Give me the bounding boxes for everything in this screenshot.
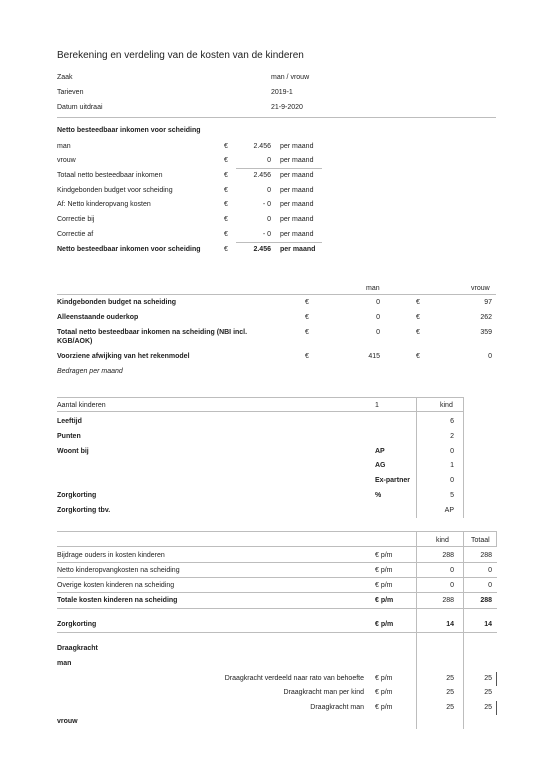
netto-label: Correctie af bbox=[57, 231, 94, 238]
currency: € bbox=[224, 231, 228, 238]
netto-label: man bbox=[57, 143, 71, 150]
netto-total-unit: per maand bbox=[280, 246, 316, 253]
netto-unit: per maand bbox=[280, 157, 314, 164]
currency: € bbox=[305, 299, 309, 306]
netto-value: 2.456 bbox=[253, 143, 271, 150]
cost-label: Bijdrage ouders in kosten kinderen bbox=[57, 552, 165, 559]
currency: € bbox=[416, 299, 420, 306]
column-header-totaal: Totaal bbox=[471, 537, 490, 544]
netto-unit: per maand bbox=[280, 231, 314, 238]
split-man-value: 0 bbox=[376, 314, 380, 321]
netto-unit: per maand bbox=[280, 143, 314, 150]
cost-unit: € p/m bbox=[375, 552, 393, 559]
draag-kind: 25 bbox=[446, 704, 454, 711]
currency: € bbox=[224, 143, 228, 150]
child-value: 2 bbox=[450, 433, 454, 440]
netto-value: 2.456 bbox=[253, 172, 271, 179]
split-label: Kindgebonden budget na scheiding bbox=[57, 299, 176, 306]
child-value: 6 bbox=[450, 418, 454, 425]
meta-label: Zaak bbox=[57, 74, 73, 81]
row-divider bbox=[57, 632, 497, 633]
meta-value: man / vrouw bbox=[271, 74, 310, 81]
row-divider bbox=[57, 562, 497, 563]
meta-label: Datum uitdraai bbox=[57, 104, 103, 111]
split-label: Voorziene afwijking van het rekenmodel bbox=[57, 353, 190, 360]
draagkracht-vrouw-heading: vrouw bbox=[57, 718, 78, 725]
split-man-value: 415 bbox=[368, 353, 380, 360]
divider bbox=[57, 294, 496, 295]
draag-unit: € p/m bbox=[375, 689, 393, 696]
netto-label: vrouw bbox=[57, 157, 76, 164]
child-value: 1 bbox=[450, 462, 454, 469]
draag-label: Draagkracht man bbox=[310, 704, 364, 711]
draag-kind: 25 bbox=[446, 689, 454, 696]
meta-value: 21-9-2020 bbox=[271, 104, 303, 111]
currency: € bbox=[305, 329, 309, 336]
column-divider bbox=[496, 531, 497, 546]
divider bbox=[57, 117, 496, 118]
child-value: 0 bbox=[450, 448, 454, 455]
netto-value: 0 bbox=[267, 187, 271, 194]
cost-totaal: 288 bbox=[480, 597, 492, 604]
divider bbox=[57, 411, 464, 412]
netto-label: Correctie bij bbox=[57, 216, 95, 223]
netto-value: 0 bbox=[267, 157, 271, 164]
cost-totaal: 0 bbox=[488, 582, 492, 589]
row-divider bbox=[57, 592, 497, 593]
children-count: 1 bbox=[375, 402, 379, 409]
draag-unit: € p/m bbox=[375, 704, 393, 711]
column-header-vrouw: vrouw bbox=[471, 285, 490, 292]
meta-label: Tarieven bbox=[57, 89, 84, 96]
zorg-totaal: 14 bbox=[484, 621, 492, 628]
sum-line bbox=[236, 242, 322, 243]
cost-unit: € p/m bbox=[375, 597, 394, 604]
child-mid: % bbox=[375, 492, 382, 499]
column-divider bbox=[416, 397, 417, 518]
divider bbox=[57, 546, 497, 547]
meta-value: 2019-1 bbox=[271, 89, 293, 96]
netto-label: Kindgebonden budget voor scheiding bbox=[57, 187, 173, 194]
divider bbox=[57, 531, 497, 532]
divider bbox=[57, 397, 464, 398]
currency: € bbox=[416, 353, 420, 360]
cost-total-label: Totale kosten kinderen na scheiding bbox=[57, 597, 178, 604]
netto-total-value: 2.456 bbox=[253, 246, 271, 253]
cost-unit: € p/m bbox=[375, 582, 393, 589]
cost-label: Overige kosten kinderen na scheiding bbox=[57, 582, 175, 589]
sum-line bbox=[236, 168, 322, 169]
cost-unit: € p/m bbox=[375, 567, 393, 574]
child-mid: AG bbox=[375, 462, 386, 469]
split-man-value: 0 bbox=[376, 329, 380, 336]
child-value: 0 bbox=[450, 477, 454, 484]
cost-kind: 288 bbox=[442, 597, 454, 604]
zorg-unit: € p/m bbox=[375, 621, 394, 628]
row-divider bbox=[57, 608, 497, 609]
draagkracht-man-heading: man bbox=[57, 660, 72, 667]
split-vrouw-value: 359 bbox=[480, 329, 492, 336]
section-heading: Netto besteedbaar inkomen voor scheiding bbox=[57, 127, 201, 134]
draag-label: Draagkracht man per kind bbox=[283, 689, 364, 696]
netto-total-label: Netto besteedbaar inkomen voor scheiding bbox=[57, 246, 201, 253]
child-value: AP bbox=[444, 507, 454, 514]
currency: € bbox=[224, 216, 228, 223]
cost-label: Netto kinderopvangkosten na scheiding bbox=[57, 567, 180, 574]
cost-kind: 0 bbox=[450, 582, 454, 589]
netto-unit: per maand bbox=[280, 187, 314, 194]
split-label: Totaal netto besteedbaar inkomen na scheiding (NBI incl. bbox=[57, 329, 248, 336]
draag-label: Draagkracht verdeeld naar rato van behoefte bbox=[224, 675, 364, 682]
netto-value: - 0 bbox=[262, 231, 271, 238]
draag-unit: € p/m bbox=[375, 675, 393, 682]
children-count-label: Aantal kinderen bbox=[57, 402, 106, 409]
netto-label: Totaal netto besteedbaar inkomen bbox=[57, 172, 163, 179]
child-mid: Ex-partner bbox=[375, 477, 411, 484]
child-value: 5 bbox=[450, 492, 454, 499]
column-divider bbox=[463, 531, 464, 729]
column-divider bbox=[496, 672, 497, 686]
split-vrouw-value: 262 bbox=[480, 314, 492, 321]
column-divider bbox=[496, 701, 497, 715]
column-divider bbox=[416, 531, 417, 729]
currency: € bbox=[224, 246, 228, 253]
child-label: Woont bij bbox=[57, 448, 89, 455]
cost-totaal: 288 bbox=[480, 552, 492, 559]
draag-totaal: 25 bbox=[484, 675, 492, 682]
zorg-label: Zorgkorting bbox=[57, 621, 97, 628]
netto-value: - 0 bbox=[262, 201, 271, 208]
currency: € bbox=[416, 329, 420, 336]
column-header-kind: kind bbox=[436, 537, 449, 544]
draagkracht-heading: Draagkracht bbox=[57, 645, 98, 652]
child-label: Punten bbox=[57, 433, 81, 440]
split-vrouw-value: 0 bbox=[488, 353, 492, 360]
child-label: Zorgkorting bbox=[57, 492, 97, 499]
split-man-value: 0 bbox=[376, 299, 380, 306]
currency: € bbox=[224, 187, 228, 194]
page-title: Berekening en verdeling van de kosten van de kinderen bbox=[57, 50, 304, 61]
currency: € bbox=[305, 314, 309, 321]
currency: € bbox=[224, 201, 228, 208]
draag-totaal: 25 bbox=[484, 704, 492, 711]
netto-unit: per maand bbox=[280, 216, 314, 223]
cost-kind: 0 bbox=[450, 567, 454, 574]
child-label: Leeftijd bbox=[57, 418, 82, 425]
cost-kind: 288 bbox=[442, 552, 454, 559]
netto-value: 0 bbox=[267, 216, 271, 223]
currency: € bbox=[224, 157, 228, 164]
column-header-man: man bbox=[366, 285, 380, 292]
draag-kind: 25 bbox=[446, 675, 454, 682]
currency: € bbox=[224, 172, 228, 179]
row-divider bbox=[57, 577, 497, 578]
zorg-kind: 14 bbox=[446, 621, 454, 628]
split-label: Alleenstaande ouderkop bbox=[57, 314, 139, 321]
split-vrouw-value: 97 bbox=[484, 299, 492, 306]
netto-unit: per maand bbox=[280, 201, 314, 208]
cost-totaal: 0 bbox=[488, 567, 492, 574]
child-mid: AP bbox=[375, 448, 385, 455]
currency: € bbox=[305, 353, 309, 360]
column-header-kind: kind bbox=[440, 402, 453, 409]
child-label: Zorgkorting tbv. bbox=[57, 507, 111, 514]
split-note: Bedragen per maand bbox=[57, 368, 123, 375]
currency: € bbox=[416, 314, 420, 321]
netto-unit: per maand bbox=[280, 172, 314, 179]
column-divider bbox=[463, 397, 464, 518]
split-label-cont: KGB/AOK) bbox=[57, 338, 93, 345]
draag-totaal: 25 bbox=[484, 689, 492, 696]
netto-label: Af: Netto kinderopvang kosten bbox=[57, 201, 151, 208]
